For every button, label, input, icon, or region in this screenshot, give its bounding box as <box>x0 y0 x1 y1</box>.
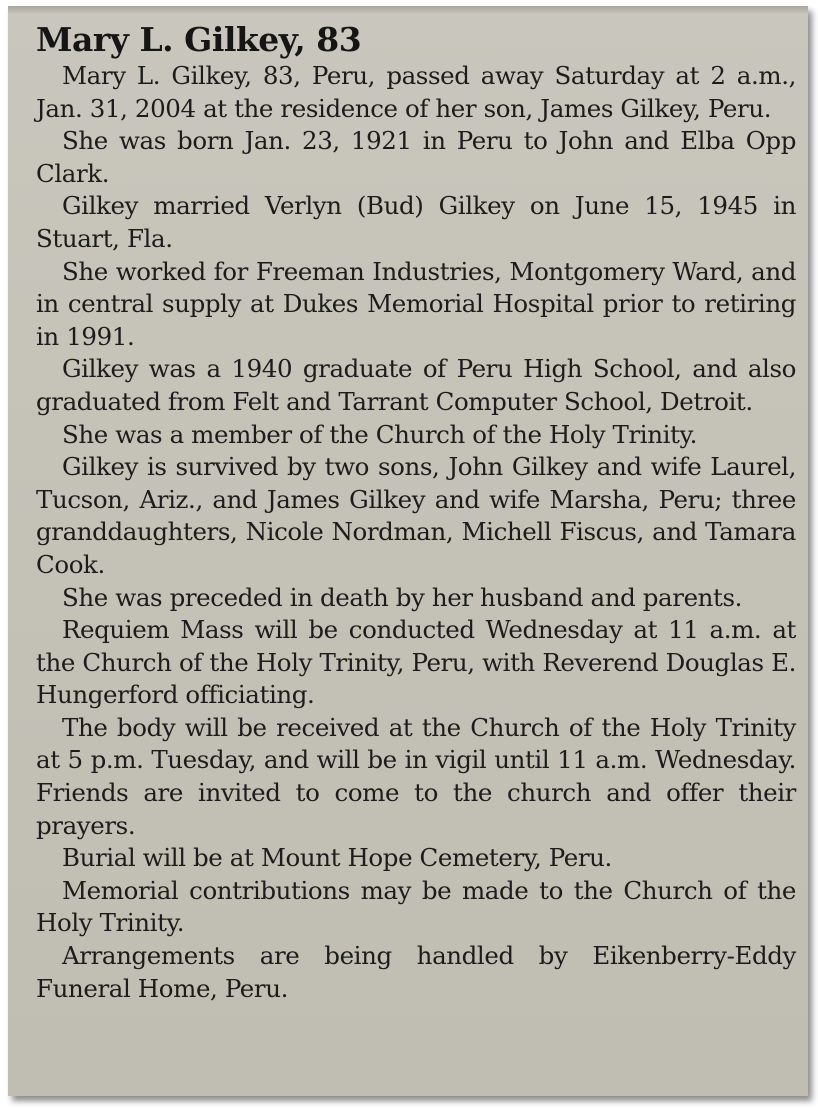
paragraph-vigil: The body will be received at the Church of the Holy Trinity at 5 p.m. Tuesday, and will be in vigil until 11 a.m. Wednesday. Friends are invited to come to the church and offer their prayers. <box>36 712 796 840</box>
newspaper-clipping <box>8 6 808 1096</box>
obituary-article <box>36 20 796 1005</box>
paragraph-arrangements: Arrangements are being handled by Eikenberry-Eddy Funeral Home, Peru. <box>36 941 796 1003</box>
clipping-top-edge <box>8 6 808 14</box>
paragraph-church-membership: She was a member of the Church of the Holy Trinity. <box>62 419 698 449</box>
paragraph-memorials: Memorial contributions may be made to the Church of the Holy Trinity. <box>36 875 796 938</box>
paragraph-burial: Burial will be at Mount Hope Cemetery, Peru. <box>62 843 612 873</box>
paragraph-employment: She worked for Freeman Industries, Montgomery Ward, and in central supply at Dukes Memorial Hospital prior to retiring in 1991. <box>36 256 796 351</box>
paragraph-requiem-mass: Requiem Mass will be conducted Wednesday at 11 a.m. at the Church of the Holy Trinity, Peru, with Reverend Douglas E. Hungerford officiating. <box>36 615 796 710</box>
paragraph-education: Gilkey was a 1940 graduate of Peru High School, and also graduated from Felt and Tarrant Computer School, Detroit. <box>36 354 796 416</box>
paragraph-birth: She was born Jan. 23, 1921 in Peru to John and Elba Opp Clark. <box>36 126 796 188</box>
paragraph-marriage: Gilkey married Verlyn (Bud) Gilkey on June 15, 1945 in Stuart, Fla. <box>36 191 796 253</box>
paragraph-survivors: Gilkey is survived by two sons, John Gilkey and wife Laurel, Tucson, Ariz., and James Gilkey and wife Marsha, Peru; three granddaughters, Nicole Nordman, Michell Fiscus, and Tamara Cook. <box>36 452 796 579</box>
paragraph-preceded: She was preceded in death by her husband and parents. <box>62 582 743 612</box>
paragraph-death-notice: Mary L. Gilkey, 83, Peru, passed away Saturday at 2 a.m., Jan. 31, 2004 at the residence of her son, James Gilkey, Peru. <box>36 61 796 123</box>
obituary-headline: Mary L. Gilkey, 83 <box>36 20 362 59</box>
